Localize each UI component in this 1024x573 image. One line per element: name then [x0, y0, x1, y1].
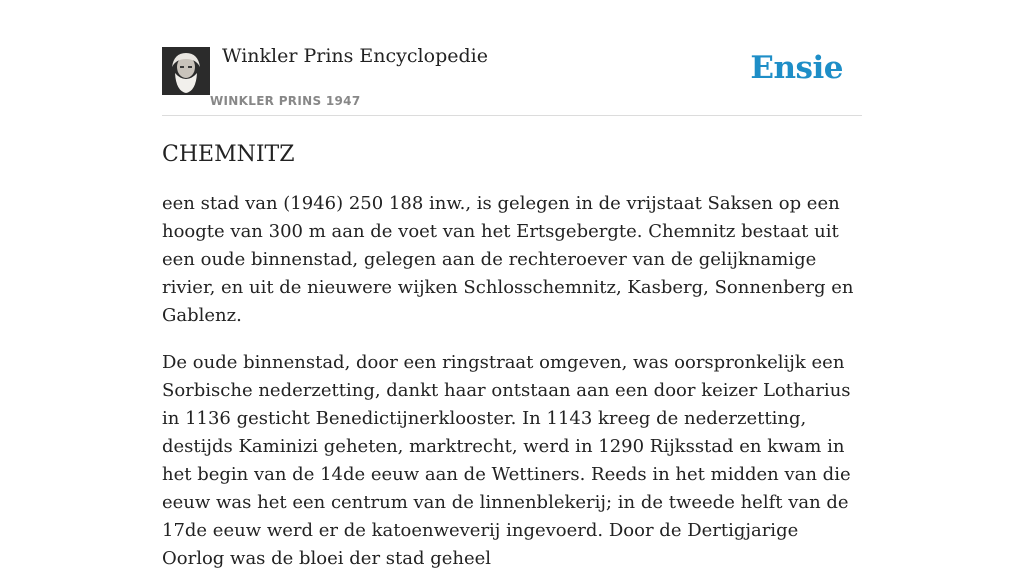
ensie-logo-link[interactable]: Ensie [750, 50, 843, 86]
edition-subtitle: WINKLER PRINS 1947 [210, 94, 361, 108]
author-avatar-icon[interactable] [162, 47, 210, 95]
article-paragraph: De oude binnenstad, door een ringstraat omgeven, was oorspronkelijk een Sorbische nederzetting, dankt haar ontstaan aan een door keizer Lotharius in 1136 gesticht Benedictijnerklooster. In 1143 kreeg de nederzetting, destijds Kaminizi geheten, marktrecht, werd in 1290 Rijksstad en kwam in het begin van de 14de eeuw aan de Wettiners. Reeds in het midden van die eeuw was het een centrum van de linnenblekerij; in de tweede helft van de 17de eeuw werd er de katoenweverij ingevoerd. Door de Dertigjarige Oorlog was de bloei der stad geheel [162, 352, 851, 569]
site-header [162, 0, 862, 116]
article-title: CHEMNITZ [162, 142, 295, 167]
article-content [162, 140, 862, 573]
site-title-link[interactable]: Winkler Prins Encyclopedie [222, 45, 488, 67]
article-paragraph: een stad van (1946) 250 188 inw., is gelegen in de vrijstaat Saksen op een hoogte van 300 m aan de voet van het Ertsgebergte. Chemnitz bestaat uit een oude binnenstad, gelegen aan de rechteroever van de gelijknamige rivier, en uit de nieuwere wijken Schlosschemnitz, Kasberg, Sonnenberg en Gablenz. [162, 193, 854, 326]
